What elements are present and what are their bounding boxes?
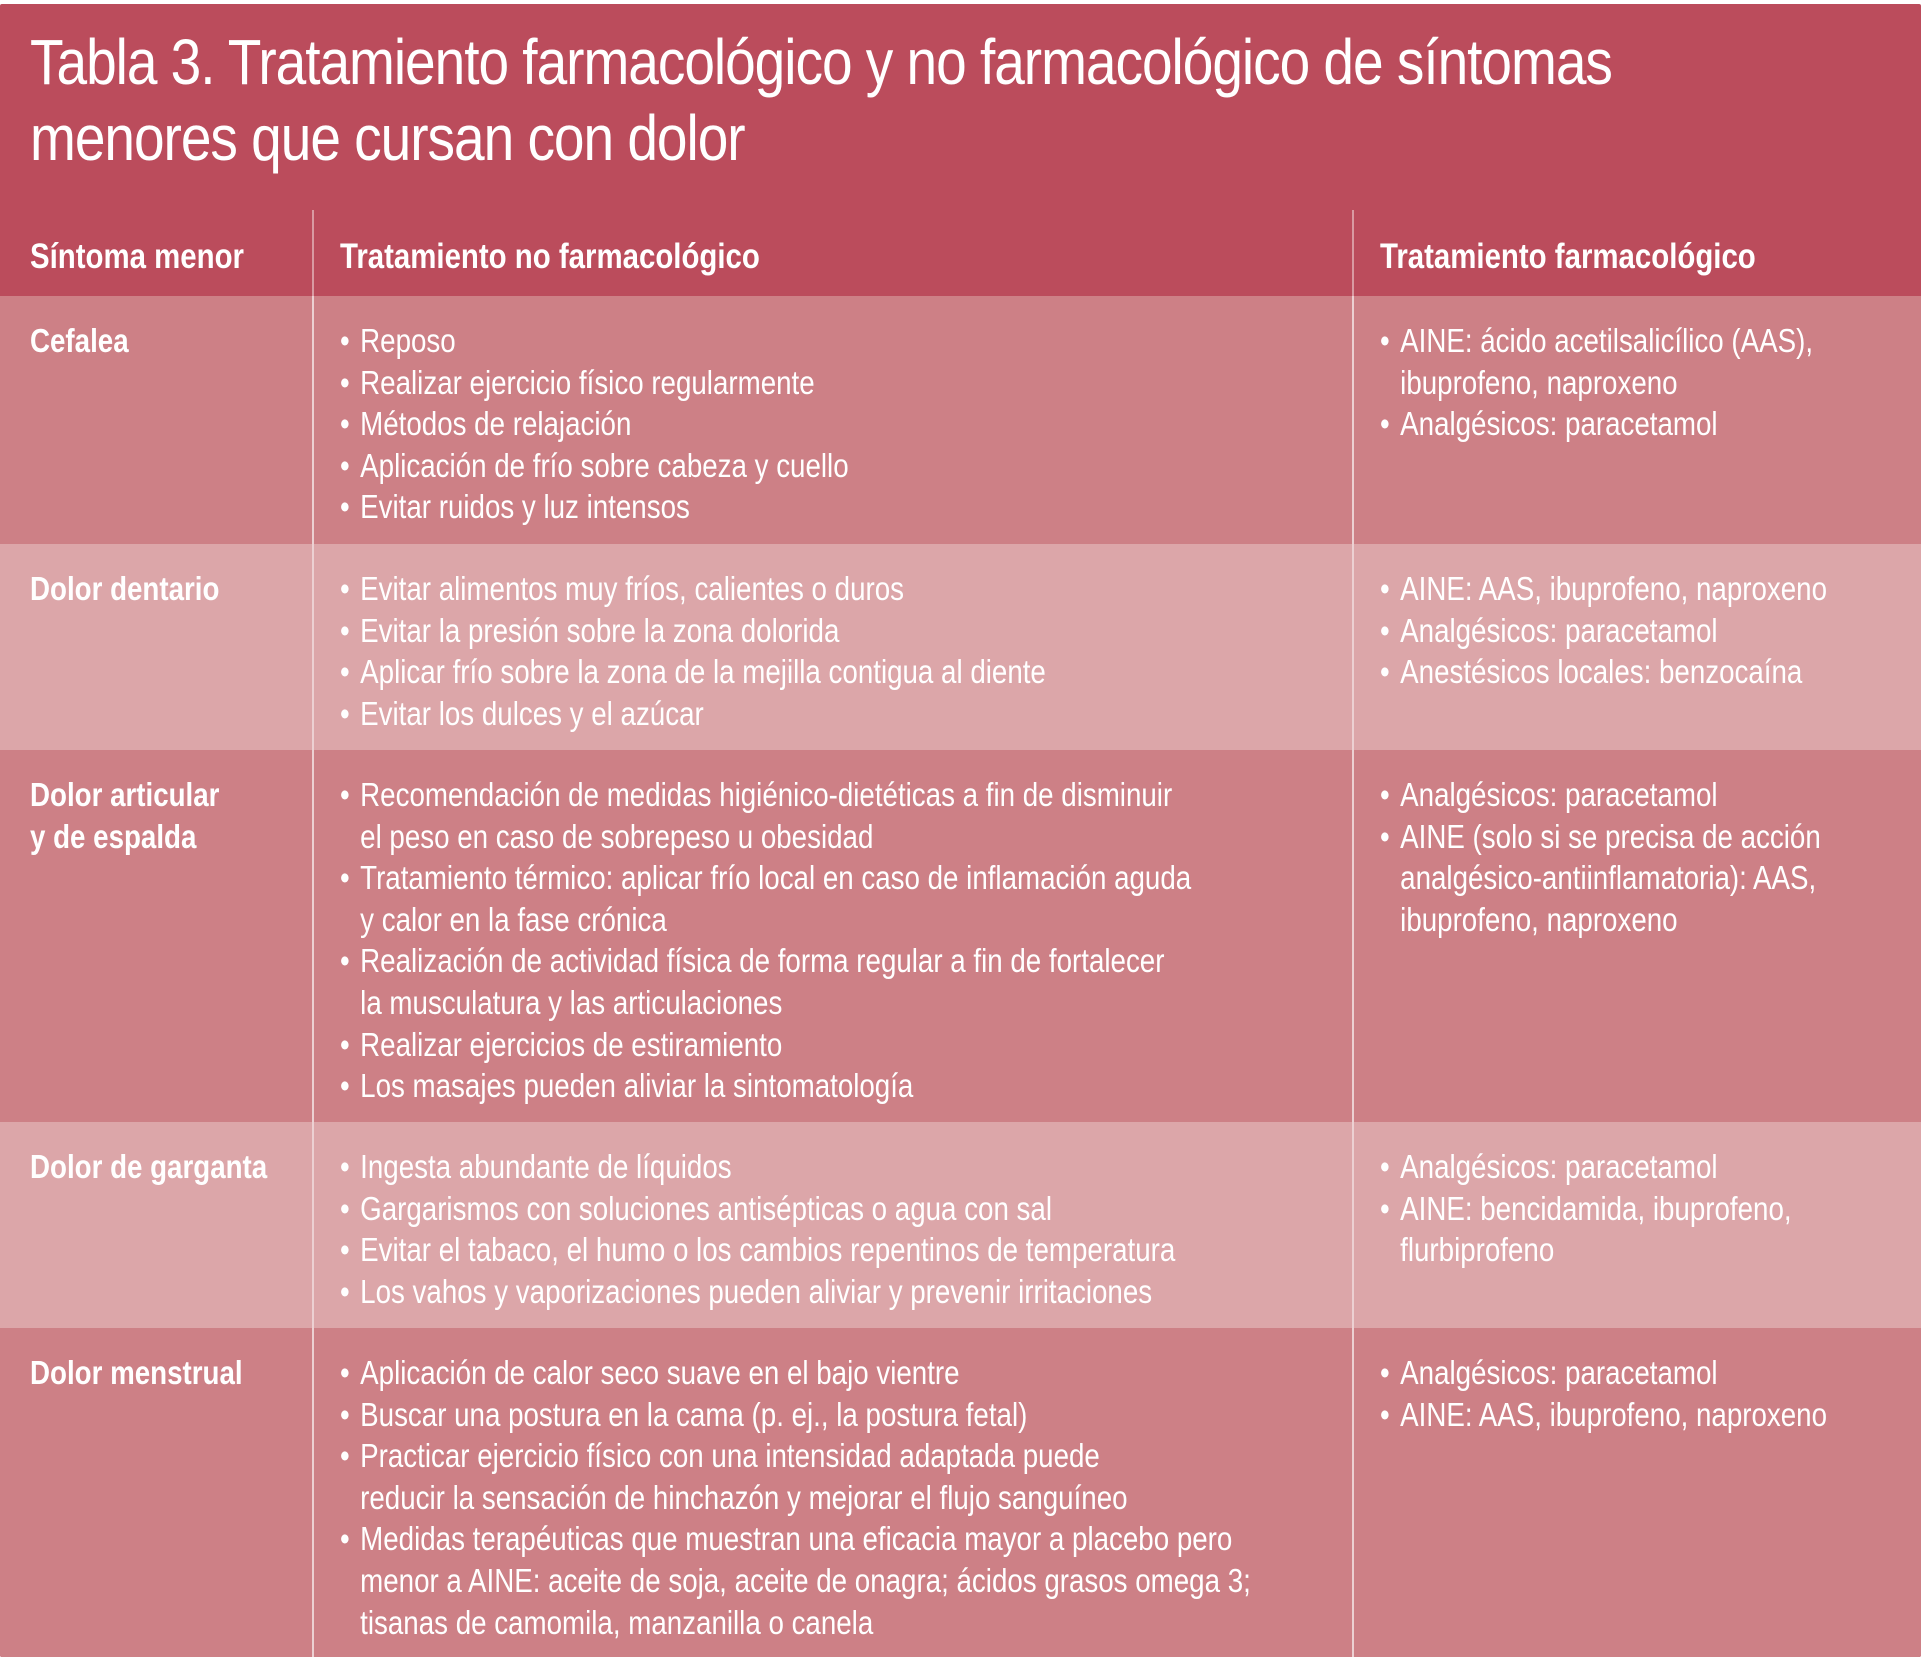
non-pharma-cell bbox=[312, 1328, 1352, 1657]
symptom-name: Dolor dentario bbox=[30, 570, 220, 607]
non-pharma-cell bbox=[312, 750, 1352, 1122]
non-pharma-item: • Aplicación de calor seco suave en el bajo vientre bbox=[340, 1352, 1352, 1394]
table-grid bbox=[0, 210, 1921, 1657]
non-pharma-item: • Evitar alimentos muy fríos, calientes o duros bbox=[340, 568, 1352, 610]
pharma-item: • Analgésicos: paracetamol bbox=[1380, 1352, 1921, 1394]
table-row bbox=[0, 1328, 1921, 1657]
pharma-item: • AINE (solo si se precisa de acción analgésico-antiinflamatoria): AAS, ibuprofeno, naproxeno bbox=[1380, 816, 1921, 941]
pharma-list bbox=[1380, 1146, 1921, 1271]
symptom-name: Dolor articular y de espalda bbox=[30, 776, 220, 855]
pharma-list bbox=[1380, 774, 1921, 940]
pharma-item: • AINE: AAS, ibuprofeno, naproxeno bbox=[1380, 568, 1921, 610]
header-symptom-label: Síntoma menor bbox=[30, 237, 245, 276]
table-title bbox=[30, 24, 1630, 176]
non-pharma-item: • Buscar una postura en la cama (p. ej., la postura fetal) bbox=[340, 1394, 1352, 1436]
header-pharma bbox=[1352, 210, 1921, 296]
pharma-list bbox=[1380, 320, 1921, 445]
non-pharma-item: • Gargarismos con soluciones antisépticas o agua con sal bbox=[340, 1188, 1352, 1230]
non-pharma-item: • Evitar los dulces y el azúcar bbox=[340, 693, 1352, 735]
non-pharma-item: • Realización de actividad física de forma regular a fin de fortalecer la musculatura y las articulaciones bbox=[340, 940, 1352, 1023]
non-pharma-list bbox=[340, 1352, 1352, 1643]
header-symptom bbox=[0, 210, 312, 296]
pharma-item: • Analgésicos: paracetamol bbox=[1380, 610, 1921, 652]
non-pharma-item: • Reposo bbox=[340, 320, 1352, 362]
symptom-cell bbox=[0, 544, 312, 750]
table-title-line-2: menores que cursan con dolor bbox=[30, 102, 745, 174]
pharma-cell bbox=[1352, 1122, 1921, 1328]
non-pharma-list bbox=[340, 320, 1352, 528]
non-pharma-cell bbox=[312, 296, 1352, 544]
non-pharma-item: • Evitar el tabaco, el humo o los cambios repentinos de temperatura bbox=[340, 1229, 1352, 1271]
non-pharma-item: • Los vahos y vaporizaciones pueden aliviar y prevenir irritaciones bbox=[340, 1271, 1352, 1313]
symptom-cell bbox=[0, 1328, 312, 1657]
pharma-item: • Analgésicos: paracetamol bbox=[1380, 403, 1921, 445]
non-pharma-item: • Aplicar frío sobre la zona de la mejilla contigua al diente bbox=[340, 651, 1352, 693]
symptom-cell bbox=[0, 1122, 312, 1328]
table-row bbox=[0, 296, 1921, 544]
pharma-cell bbox=[1352, 296, 1921, 544]
table-row bbox=[0, 1122, 1921, 1328]
non-pharma-item: • Ingesta abundante de líquidos bbox=[340, 1146, 1352, 1188]
non-pharma-cell bbox=[312, 544, 1352, 750]
non-pharma-cell bbox=[312, 1122, 1352, 1328]
non-pharma-list bbox=[340, 774, 1352, 1107]
non-pharma-item: • Evitar la presión sobre la zona dolorida bbox=[340, 610, 1352, 652]
symptom-name: Dolor de garganta bbox=[30, 1148, 268, 1185]
symptom-name: Dolor menstrual bbox=[30, 1354, 243, 1391]
header-pharma-label: Tratamiento farmacológico bbox=[1380, 237, 1756, 276]
pharma-cell bbox=[1352, 544, 1921, 750]
treatment-table bbox=[0, 4, 1921, 1657]
pharma-item: • AINE: ácido acetilsalicílico (AAS), ibuprofeno, naproxeno bbox=[1380, 320, 1921, 403]
pharma-item: • Analgésicos: paracetamol bbox=[1380, 1146, 1921, 1188]
non-pharma-item: • Los masajes pueden aliviar la sintomatología bbox=[340, 1065, 1352, 1107]
pharma-list bbox=[1380, 568, 1921, 693]
non-pharma-item: • Recomendación de medidas higiénico-dietéticas a fin de disminuir el peso en caso de sobrepeso u obesidad bbox=[340, 774, 1352, 857]
pharma-item: • AINE: AAS, ibuprofeno, naproxeno bbox=[1380, 1394, 1921, 1436]
symptom-name: Cefalea bbox=[30, 322, 129, 359]
non-pharma-item: • Aplicación de frío sobre cabeza y cuello bbox=[340, 445, 1352, 487]
table-row bbox=[0, 750, 1921, 1122]
pharma-item: • Analgésicos: paracetamol bbox=[1380, 774, 1921, 816]
non-pharma-list bbox=[340, 1146, 1352, 1312]
non-pharma-item: • Tratamiento térmico: aplicar frío local en caso de inflamación aguda y calor en la fase crónica bbox=[340, 857, 1352, 940]
table-row bbox=[0, 544, 1921, 750]
non-pharma-list bbox=[340, 568, 1352, 734]
non-pharma-item: • Medidas terapéuticas que muestran una eficacia mayor a placebo pero menor a AINE: aceite de soja, aceite de onagra; ácidos grasos omega 3; tisanas de camomila, manzanilla o canela bbox=[340, 1518, 1352, 1643]
non-pharma-item: • Evitar ruidos y luz intensos bbox=[340, 486, 1352, 528]
header-non-pharma-label: Tratamiento no farmacológico bbox=[340, 237, 760, 276]
pharma-cell bbox=[1352, 750, 1921, 1122]
table-header-row bbox=[0, 210, 1921, 296]
symptom-cell bbox=[0, 296, 312, 544]
non-pharma-item: • Métodos de relajación bbox=[340, 403, 1352, 445]
pharma-item: • AINE: bencidamida, ibuprofeno, flurbiprofeno bbox=[1380, 1188, 1921, 1271]
non-pharma-item: • Realizar ejercicio físico regularmente bbox=[340, 362, 1352, 404]
pharma-cell bbox=[1352, 1328, 1921, 1657]
pharma-list bbox=[1380, 1352, 1921, 1435]
symptom-cell bbox=[0, 750, 312, 1122]
pharma-item: • Anestésicos locales: benzocaína bbox=[1380, 651, 1921, 693]
non-pharma-item: • Practicar ejercicio físico con una intensidad adaptada puede reducir la sensación de hinchazón y mejorar el flujo sanguíneo bbox=[340, 1435, 1352, 1518]
non-pharma-item: • Realizar ejercicios de estiramiento bbox=[340, 1024, 1352, 1066]
header-non-pharma bbox=[312, 210, 1352, 296]
table-title-line-1: Tabla 3. Tratamiento farmacológico y no farmacológico de síntomas bbox=[30, 26, 1612, 98]
